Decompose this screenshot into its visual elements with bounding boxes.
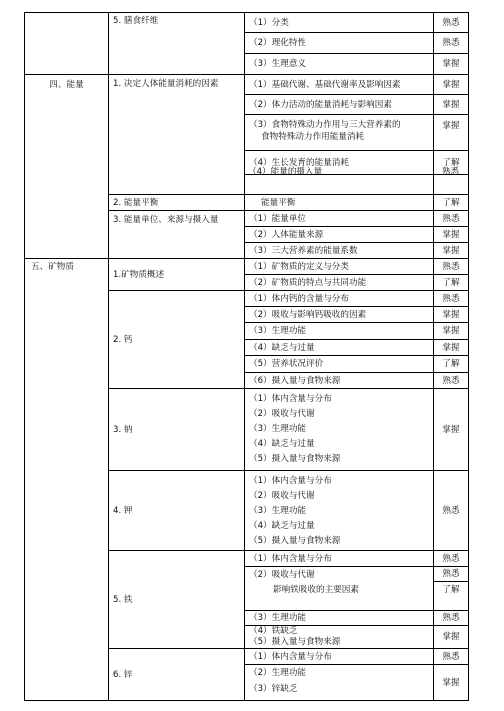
subtopic-cell: 2. 能量平衡 <box>108 194 244 210</box>
item-line: （2）吸收与代谢 <box>249 409 315 419</box>
level-cell: 熟悉 <box>433 290 468 306</box>
level-cell: 掌握 <box>433 306 468 322</box>
level-cell: 了解 <box>433 150 468 174</box>
item-cell <box>244 566 433 610</box>
item-cell-group <box>244 470 433 550</box>
level-cell: 掌握 <box>433 625 468 648</box>
item-cell-text: （4）能量的摄入量 <box>248 167 323 177</box>
item-line: （5）摄入量与食物来源 <box>249 637 341 647</box>
level-cell: 熟悉 <box>433 550 468 566</box>
subtopic-cell: 5. 铁 <box>108 550 244 648</box>
level-cell: 熟悉 <box>433 566 468 581</box>
subtopic-cell: 2. 钙 <box>108 290 244 388</box>
item-cell <box>244 664 433 700</box>
subtopic-cell: 3. 能量单位、来源与摄入量 <box>108 210 244 258</box>
table-right-border <box>468 12 469 700</box>
level-cell: 熟悉 <box>433 610 468 625</box>
level-cell: 掌握 <box>433 664 468 700</box>
level-cell: 掌握 <box>433 388 468 470</box>
subtopic-cell: 3. 钠 <box>108 388 244 470</box>
subtopic-cell: 1.矿物质概述 <box>108 258 244 290</box>
subtopic-cell: 4. 钾 <box>108 470 244 550</box>
item-line: （2）吸收与代谢 <box>249 570 315 580</box>
item-line: （5）摄入量与食物来源 <box>249 536 341 546</box>
item-line: （1）体内含量与分布 <box>249 476 332 486</box>
level-cell: 熟悉 <box>433 32 468 53</box>
item-cell: （1）体内钙的含量与分布 <box>244 290 433 306</box>
level-cell-text: 熟悉 <box>441 167 460 177</box>
item-cell: （3）生理功能 <box>244 322 433 339</box>
item-line: （3）生理功能 <box>249 424 307 434</box>
item-line: （3）食物特殊动力作用与三大营养素的 <box>249 120 401 130</box>
subtopic-cell: 5. 膳食纤维 <box>108 12 244 74</box>
item-cell: （4）缺乏与过量 <box>244 339 433 355</box>
level-cell: 了解 <box>433 355 468 372</box>
level-cell: 熟悉 <box>433 372 468 388</box>
level-cell: 掌握 <box>433 94 468 114</box>
item-line: 食物特殊动力作用能量消耗 <box>261 132 365 142</box>
item-cell <box>244 114 433 150</box>
item-cell: （3）三大营养素的能量系数 <box>244 242 433 258</box>
subtopic-cell: 6. 锌 <box>108 648 244 700</box>
item-cell: （2）理化特性 <box>244 32 433 53</box>
syllabus-table <box>24 12 468 700</box>
item-cell: （1）体内含量与分布 <box>244 550 433 566</box>
level-cell: 掌握 <box>433 114 468 150</box>
item-line: （3）生理功能 <box>249 506 307 516</box>
item-cell: （3）生理功能 <box>244 610 433 625</box>
item-cell-group <box>244 388 433 470</box>
item-cell: 能量平衡 <box>244 194 433 210</box>
item-cell: （1）矿物质的定义与分类 <box>244 258 433 274</box>
level-cell: 掌握 <box>433 226 468 242</box>
table-bottom-border <box>24 700 469 701</box>
level-cell: 了解 <box>433 581 468 610</box>
item-cell: （3）生理意义 <box>244 53 433 74</box>
item-cell: （2）吸收与影响钙吸收的因素 <box>244 306 433 322</box>
category-cell: 四、能量 <box>24 74 108 258</box>
level-cell: 了解 <box>433 274 468 290</box>
item-cell: （2）人体能量来源 <box>244 226 433 242</box>
category-cell-blank <box>24 12 108 74</box>
item-cell: （5）营养状况评价 <box>244 355 433 372</box>
item-line: （4）缺乏与过量 <box>249 439 315 449</box>
level-cell: 了解 <box>433 194 468 210</box>
item-cell: （4）生长发育的能量消耗 <box>244 150 433 174</box>
item-cell: （1）能量单位 <box>244 210 433 226</box>
item-cell: （2）矿物质的特点与共同功能 <box>244 274 433 290</box>
level-cell: 掌握 <box>433 53 468 74</box>
level-cell: 掌握 <box>433 74 468 94</box>
item-line: （1）体内含量与分布 <box>249 394 332 404</box>
item-cell: （2）体力活动的能量消耗与影响因素 <box>244 94 433 114</box>
level-cell: 熟悉 <box>433 210 468 226</box>
item-line: （2）吸收与代谢 <box>249 491 315 501</box>
item-cell: （1）分类 <box>244 12 433 32</box>
level-cell: 熟悉 <box>433 648 468 664</box>
item-line: （2）生理功能 <box>249 668 307 678</box>
item-cell: （1）基础代谢、基础代谢率及影响因素 <box>244 74 433 94</box>
level-cell: 掌握 <box>433 322 468 339</box>
item-cell <box>244 625 433 648</box>
item-line: （3）锌缺乏 <box>249 684 298 694</box>
item-cell: （1）体内含量与分布 <box>244 648 433 664</box>
subtopic-cell: 1. 决定人体能量消耗的因素 <box>108 74 244 194</box>
level-cell: 熟悉 <box>433 12 468 32</box>
category-cell: 五、矿物质 <box>24 258 108 700</box>
item-cell: （6）摄入量与食物来源 <box>244 372 433 388</box>
level-cell: 掌握 <box>433 339 468 355</box>
level-cell: 熟悉 <box>433 470 468 550</box>
item-line: （4）铁缺乏 <box>249 626 298 636</box>
level-cell: 掌握 <box>433 242 468 258</box>
level-cell: 熟悉 <box>433 258 468 274</box>
item-line: （5）摄入量与食物来源 <box>249 454 341 464</box>
item-line: 影响铁吸收的主要因素 <box>273 585 359 595</box>
item-line: （4）缺乏与过量 <box>249 521 315 531</box>
